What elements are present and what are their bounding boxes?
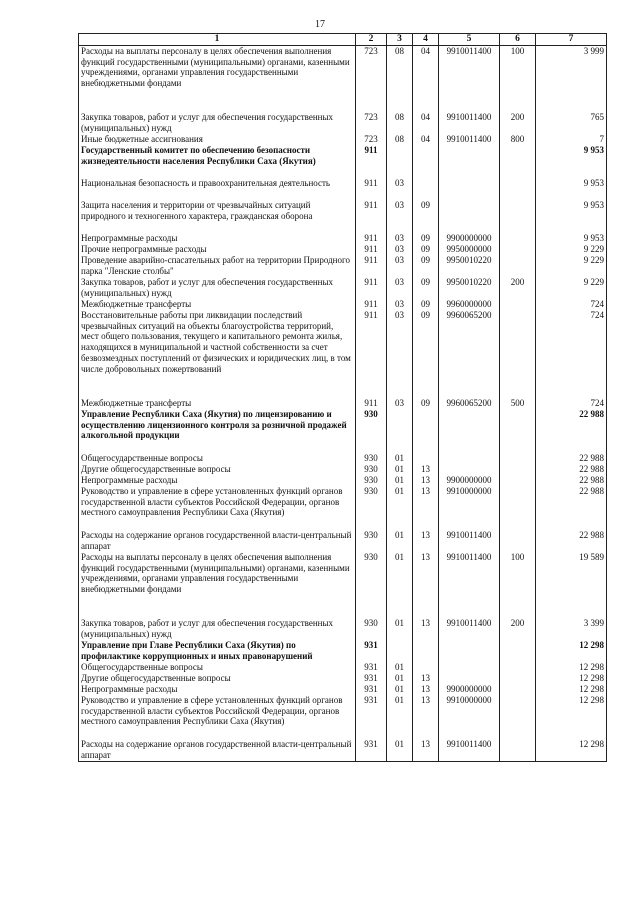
row-subsection-code: 04 xyxy=(413,46,439,113)
row-amount: 22 988 xyxy=(536,530,607,552)
table-row xyxy=(79,244,607,255)
row-target-article: 9960000000 xyxy=(439,299,500,310)
row-amount: 7 xyxy=(536,134,607,145)
row-section-code: 03 xyxy=(387,255,413,277)
row-subsection-code xyxy=(413,145,439,178)
row-section-code: 03 xyxy=(387,398,413,409)
row-name: Непрограммные расходы xyxy=(79,684,356,695)
table-row xyxy=(79,233,607,244)
row-expense-type xyxy=(500,739,536,762)
table-row xyxy=(79,178,607,200)
row-expense-type xyxy=(500,530,536,552)
row-ministry-code: 930 xyxy=(356,486,387,530)
row-subsection-code: 13 xyxy=(413,673,439,684)
row-subsection-code: 09 xyxy=(413,277,439,299)
row-ministry-code: 911 xyxy=(356,233,387,244)
column-header: 5 xyxy=(439,34,500,46)
row-amount: 9 229 xyxy=(536,255,607,277)
column-header: 4 xyxy=(413,34,439,46)
row-subsection-code: 04 xyxy=(413,134,439,145)
row-section-code: 01 xyxy=(387,662,413,673)
row-amount: 22 988 xyxy=(536,486,607,530)
row-target-article: 9950010220 xyxy=(439,255,500,277)
row-subsection-code: 09 xyxy=(413,233,439,244)
column-header: 6 xyxy=(500,34,536,46)
row-amount: 9 229 xyxy=(536,277,607,299)
row-name: Расходы на содержание органов государственной власти-центральный аппарат xyxy=(79,530,356,552)
row-ministry-code: 911 xyxy=(356,310,387,398)
row-target-article xyxy=(439,640,500,662)
row-subsection-code: 13 xyxy=(413,475,439,486)
row-expense-type xyxy=(500,244,536,255)
row-name: Руководство и управление в сфере установленных функций органов государственной власти субъектов Российской Федерации, органов местного самоуправления Республики Саха (Якутия) xyxy=(79,695,356,739)
row-target-article: 9910000000 xyxy=(439,695,500,739)
row-amount: 724 xyxy=(536,310,607,398)
row-section-code: 01 xyxy=(387,618,413,640)
row-section-code: 01 xyxy=(387,673,413,684)
row-amount: 12 298 xyxy=(536,662,607,673)
row-expense-type xyxy=(500,673,536,684)
column-header: 3 xyxy=(387,34,413,46)
row-amount: 12 298 xyxy=(536,684,607,695)
row-subsection-code: 09 xyxy=(413,398,439,409)
row-target-article xyxy=(439,464,500,475)
row-ministry-code: 911 xyxy=(356,244,387,255)
table-row xyxy=(79,475,607,486)
row-expense-type xyxy=(500,695,536,739)
row-target-article xyxy=(439,409,500,453)
row-ministry-code: 723 xyxy=(356,112,387,134)
row-section-code: 03 xyxy=(387,299,413,310)
row-expense-type xyxy=(500,684,536,695)
row-section-code: 08 xyxy=(387,46,413,113)
row-target-article: 9900000000 xyxy=(439,684,500,695)
table-row xyxy=(79,739,607,762)
row-ministry-code: 930 xyxy=(356,530,387,552)
row-name: Руководство и управление в сфере установленных функций органов государственной власти субъектов Российской Федерации, органов местного самоуправления Республики Саха (Якутия) xyxy=(79,486,356,530)
row-section-code: 01 xyxy=(387,464,413,475)
row-subsection-code: 09 xyxy=(413,200,439,233)
row-section-code: 01 xyxy=(387,684,413,695)
row-subsection-code: 09 xyxy=(413,310,439,398)
row-target-article: 9950010220 xyxy=(439,277,500,299)
row-amount: 12 298 xyxy=(536,739,607,762)
row-name: Закупка товаров, работ и услуг для обеспечения государственных (муниципальных) нужд xyxy=(79,112,356,134)
row-subsection-code: 13 xyxy=(413,739,439,762)
row-name: Другие общегосударственные вопросы xyxy=(79,464,356,475)
row-expense-type xyxy=(500,409,536,453)
row-amount: 12 298 xyxy=(536,673,607,684)
row-ministry-code: 931 xyxy=(356,739,387,762)
row-amount: 765 xyxy=(536,112,607,134)
table-row xyxy=(79,552,607,618)
row-subsection-code: 09 xyxy=(413,244,439,255)
row-name: Управление Республики Саха (Якутия) по лицензированию и осуществлению лицензионного контроля за розничной продажей алкогольной продукции xyxy=(79,409,356,453)
row-subsection-code xyxy=(413,662,439,673)
row-target-article: 9950000000 xyxy=(439,244,500,255)
row-expense-type xyxy=(500,464,536,475)
row-ministry-code: 911 xyxy=(356,277,387,299)
table-header-row xyxy=(79,34,607,46)
row-amount: 3 999 xyxy=(536,46,607,113)
row-ministry-code: 911 xyxy=(356,145,387,178)
row-section-code: 01 xyxy=(387,695,413,739)
row-ministry-code: 911 xyxy=(356,398,387,409)
row-subsection-code: 13 xyxy=(413,486,439,530)
row-target-article: 9960065200 xyxy=(439,310,500,398)
row-subsection-code: 13 xyxy=(413,552,439,618)
table-row xyxy=(79,134,607,145)
row-subsection-code: 04 xyxy=(413,112,439,134)
row-section-code: 03 xyxy=(387,244,413,255)
row-subsection-code xyxy=(413,640,439,662)
table-row xyxy=(79,277,607,299)
table-row xyxy=(79,464,607,475)
row-name: Общегосударственные вопросы xyxy=(79,662,356,673)
row-expense-type: 500 xyxy=(500,398,536,409)
row-name: Непрограммные расходы xyxy=(79,233,356,244)
row-expense-type xyxy=(500,299,536,310)
row-section-code: 03 xyxy=(387,233,413,244)
row-amount: 9 953 xyxy=(536,233,607,244)
row-expense-type xyxy=(500,145,536,178)
row-amount: 9 953 xyxy=(536,200,607,233)
row-amount: 724 xyxy=(536,299,607,310)
row-target-article: 9900000000 xyxy=(439,233,500,244)
row-ministry-code: 723 xyxy=(356,134,387,145)
row-expense-type: 100 xyxy=(500,552,536,618)
row-expense-type xyxy=(500,453,536,464)
row-name: Расходы на выплаты персоналу в целях обеспечения выполнения функций государственными (муниципальными) органами, казенными учреждениями, органами управления государственными внебюджетными фондами xyxy=(79,46,356,113)
row-ministry-code: 911 xyxy=(356,178,387,200)
row-section-code: 01 xyxy=(387,530,413,552)
row-ministry-code: 930 xyxy=(356,552,387,618)
row-target-article xyxy=(439,453,500,464)
row-target-article xyxy=(439,662,500,673)
table-row xyxy=(79,662,607,673)
row-amount: 3 399 xyxy=(536,618,607,640)
row-subsection-code: 13 xyxy=(413,618,439,640)
row-amount: 12 298 xyxy=(536,695,607,739)
row-amount: 22 988 xyxy=(536,409,607,453)
row-amount: 9 229 xyxy=(536,244,607,255)
row-name: Расходы на выплаты персоналу в целях обеспечения выполнения функций государственными (муниципальными) органами, казенными учреждениями, органами управления государственными внебюджетными фондами xyxy=(79,552,356,618)
row-section-code: 08 xyxy=(387,134,413,145)
page-number: 17 xyxy=(315,19,325,30)
row-name: Проведение аварийно-спасательных работ на территории Природного парка "Ленские столбы" xyxy=(79,255,356,277)
row-target-article: 9910011400 xyxy=(439,739,500,762)
row-section-code: 01 xyxy=(387,486,413,530)
row-ministry-code: 911 xyxy=(356,200,387,233)
row-section-code: 03 xyxy=(387,310,413,398)
row-expense-type xyxy=(500,640,536,662)
table-row xyxy=(79,530,607,552)
row-name: Управление при Главе Республики Саха (Якутия) по профилактике коррупционных и иных правонарушений xyxy=(79,640,356,662)
column-header: 7 xyxy=(536,34,607,46)
row-expense-type xyxy=(500,178,536,200)
row-amount: 9 953 xyxy=(536,145,607,178)
row-name: Непрограммные расходы xyxy=(79,475,356,486)
table-row xyxy=(79,200,607,233)
table-row xyxy=(79,409,607,453)
row-section-code: 01 xyxy=(387,475,413,486)
row-section-code: 03 xyxy=(387,178,413,200)
row-expense-type xyxy=(500,200,536,233)
row-target-article: 9910011400 xyxy=(439,112,500,134)
table-row xyxy=(79,640,607,662)
row-name: Закупка товаров, работ и услуг для обеспечения государственных (муниципальных) нужд xyxy=(79,277,356,299)
table-row xyxy=(79,486,607,530)
row-amount: 724 xyxy=(536,398,607,409)
row-section-code: 01 xyxy=(387,453,413,464)
row-subsection-code: 13 xyxy=(413,530,439,552)
row-amount: 19 589 xyxy=(536,552,607,618)
row-name: Государственный комитет по обеспечению безопасности жизнедеятельности населения Республики Саха (Якутия) xyxy=(79,145,356,178)
row-target-article: 9910011400 xyxy=(439,46,500,113)
row-subsection-code: 13 xyxy=(413,464,439,475)
row-ministry-code: 930 xyxy=(356,475,387,486)
row-subsection-code: 09 xyxy=(413,255,439,277)
table-body xyxy=(79,46,607,762)
row-ministry-code: 930 xyxy=(356,453,387,464)
row-subsection-code: 09 xyxy=(413,299,439,310)
row-amount: 22 988 xyxy=(536,475,607,486)
table-row xyxy=(79,145,607,178)
row-expense-type: 200 xyxy=(500,112,536,134)
table-row xyxy=(79,255,607,277)
row-target-article: 9910011400 xyxy=(439,618,500,640)
row-name: Иные бюджетные ассигнования xyxy=(79,134,356,145)
row-section-code: 03 xyxy=(387,277,413,299)
row-ministry-code: 931 xyxy=(356,684,387,695)
row-subsection-code xyxy=(413,178,439,200)
row-ministry-code: 911 xyxy=(356,255,387,277)
row-section-code: 08 xyxy=(387,112,413,134)
row-ministry-code: 723 xyxy=(356,46,387,113)
row-ministry-code: 931 xyxy=(356,673,387,684)
row-name: Закупка товаров, работ и услуг для обеспечения государственных (муниципальных) нужд xyxy=(79,618,356,640)
table-row xyxy=(79,453,607,464)
row-expense-type xyxy=(500,310,536,398)
row-name: Общегосударственные вопросы xyxy=(79,453,356,464)
row-expense-type xyxy=(500,255,536,277)
row-ministry-code: 930 xyxy=(356,409,387,453)
table-row xyxy=(79,310,607,398)
column-header: 2 xyxy=(356,34,387,46)
row-amount: 12 298 xyxy=(536,640,607,662)
row-section-code: 01 xyxy=(387,552,413,618)
row-subsection-code: 13 xyxy=(413,684,439,695)
row-ministry-code: 931 xyxy=(356,695,387,739)
row-name: Прочие непрограммные расходы xyxy=(79,244,356,255)
row-amount: 22 988 xyxy=(536,453,607,464)
row-expense-type: 100 xyxy=(500,46,536,113)
row-section-code: 01 xyxy=(387,739,413,762)
row-target-article xyxy=(439,145,500,178)
row-target-article xyxy=(439,673,500,684)
row-section-code: 03 xyxy=(387,200,413,233)
table-row xyxy=(79,618,607,640)
row-name: Расходы на содержание органов государственной власти-центральный аппарат xyxy=(79,739,356,762)
table-row xyxy=(79,695,607,739)
row-ministry-code: 911 xyxy=(356,299,387,310)
row-expense-type xyxy=(500,475,536,486)
row-section-code xyxy=(387,640,413,662)
row-ministry-code: 930 xyxy=(356,464,387,475)
row-ministry-code: 930 xyxy=(356,618,387,640)
row-target-article: 9910011400 xyxy=(439,552,500,618)
row-subsection-code xyxy=(413,453,439,464)
row-name: Другие общегосударственные вопросы xyxy=(79,673,356,684)
table-row xyxy=(79,112,607,134)
row-name: Межбюджетные трансферты xyxy=(79,398,356,409)
table-row xyxy=(79,299,607,310)
table-row xyxy=(79,398,607,409)
row-expense-type xyxy=(500,486,536,530)
row-target-article: 9910011400 xyxy=(439,134,500,145)
row-target-article: 9960065200 xyxy=(439,398,500,409)
row-ministry-code: 931 xyxy=(356,640,387,662)
table-row xyxy=(79,684,607,695)
row-expense-type: 800 xyxy=(500,134,536,145)
table-row xyxy=(79,673,607,684)
row-subsection-code: 13 xyxy=(413,695,439,739)
budget-table xyxy=(78,33,607,762)
row-target-article: 9910011400 xyxy=(439,530,500,552)
row-section-code xyxy=(387,409,413,453)
row-expense-type: 200 xyxy=(500,277,536,299)
row-target-article xyxy=(439,200,500,233)
row-expense-type: 200 xyxy=(500,618,536,640)
column-header: 1 xyxy=(79,34,356,46)
table-row xyxy=(79,46,607,113)
row-name: Межбюджетные трансферты xyxy=(79,299,356,310)
row-name: Восстановительные работы при ликвидации последствий чрезвычайных ситуаций на объекты благоустройства территорий, мест общего пользования, текущего и капитального ремонта жилья, находящихся в муниципальной и частной собственности за счет безвозмездных поступлений от физических и юридических лиц, в том числе добровольных пожертвований xyxy=(79,310,356,398)
row-amount: 9 953 xyxy=(536,178,607,200)
row-ministry-code: 931 xyxy=(356,662,387,673)
row-name: Национальная безопасность и правоохранительная деятельность xyxy=(79,178,356,200)
row-subsection-code xyxy=(413,409,439,453)
row-name: Защита населения и территории от чрезвычайных ситуаций природного и техногенного характера, гражданская оборона xyxy=(79,200,356,233)
row-section-code xyxy=(387,145,413,178)
row-target-article: 9910000000 xyxy=(439,486,500,530)
row-target-article xyxy=(439,178,500,200)
row-expense-type xyxy=(500,233,536,244)
row-expense-type xyxy=(500,662,536,673)
row-amount: 22 988 xyxy=(536,464,607,475)
row-target-article: 9900000000 xyxy=(439,475,500,486)
